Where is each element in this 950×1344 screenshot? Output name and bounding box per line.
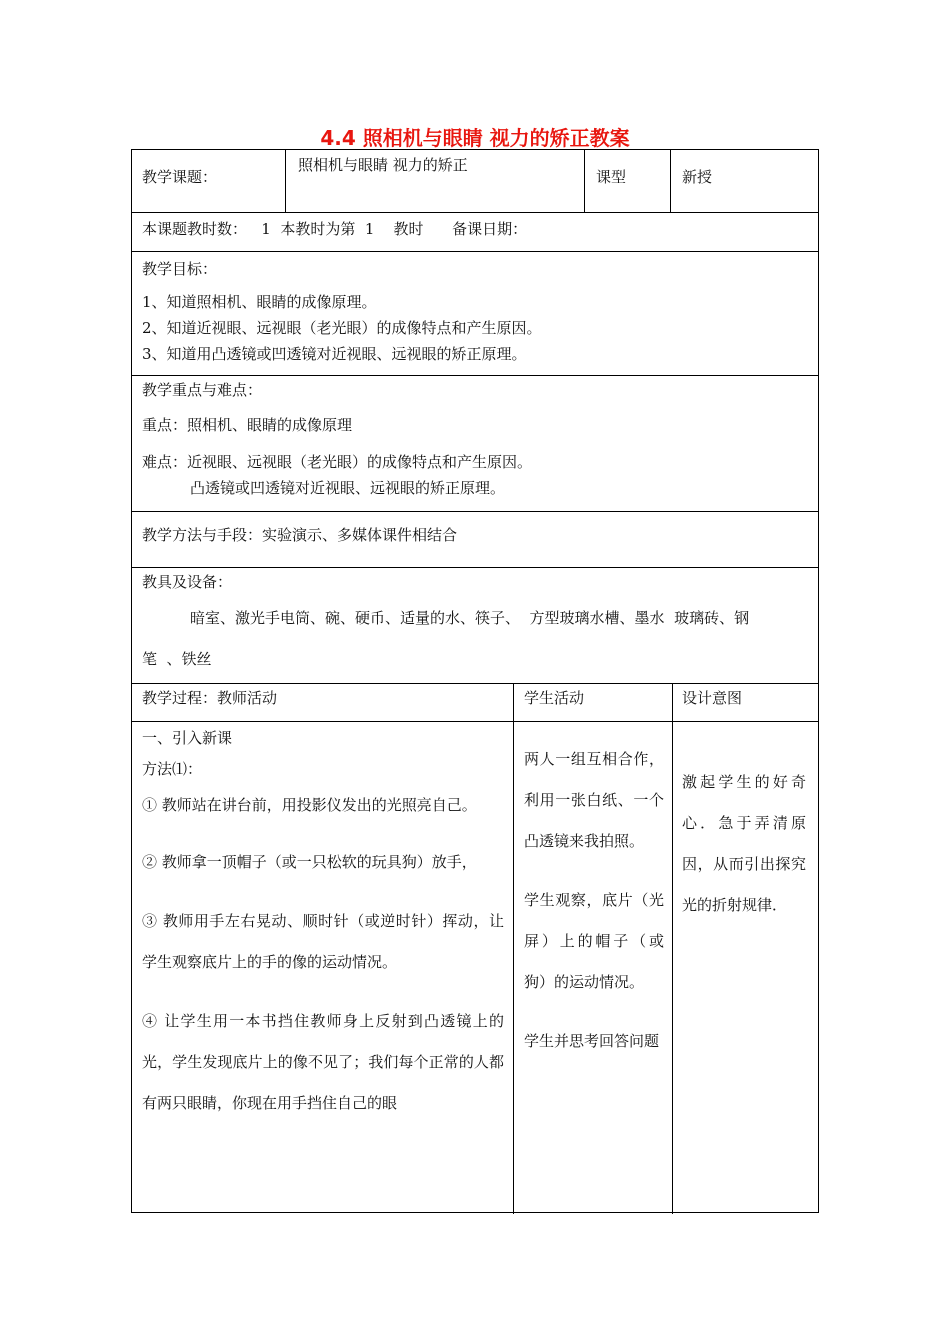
design-intent-header: 设计意图 bbox=[682, 689, 743, 707]
keypoints-heading: 教学重点与难点： bbox=[142, 381, 263, 399]
topic-value: 照相机与眼睛 视力的矫正 bbox=[298, 156, 468, 174]
objective-item: 3、知道用凸透镜或凹透镜对近视眼、远视眼的矫正原理。 bbox=[142, 345, 527, 363]
row-divider bbox=[132, 567, 818, 568]
column-divider bbox=[513, 683, 514, 1214]
row-divider bbox=[132, 511, 818, 512]
teacher-step-1: ① 教师站在讲台前，用投影仪发出的光照亮自己。 bbox=[142, 796, 477, 814]
difficulty-point: 难点：近视眼、远视眼（老光眼）的成像特点和产生原因。 bbox=[142, 453, 533, 471]
lesson-plan-table bbox=[131, 149, 819, 1213]
key-point: 重点：照相机、眼睛的成像原理 bbox=[142, 416, 353, 434]
objectives-list bbox=[142, 289, 812, 367]
column-divider bbox=[670, 150, 671, 212]
objectives-heading: 教学目标： bbox=[142, 260, 218, 278]
document-title: 4.4 照相机与眼睛 视力的矫正教案 bbox=[320, 126, 630, 150]
teacher-activity bbox=[142, 723, 504, 1124]
equipment-heading: 教具及设备： bbox=[142, 573, 233, 591]
teacher-step-4: ④ 让学生用一本书挡住教师身上反射到凸透镜上的光，学生发现底片上的像不见了；我们每个正常的人都有两只眼睛，你现在用手挡住自己的眼 bbox=[142, 1012, 504, 1112]
student-activity bbox=[524, 739, 664, 1062]
teacher-activity-header: 教学过程：教师活动 bbox=[142, 689, 278, 707]
objective-item: 1、知道照相机、眼睛的成像原理。 bbox=[142, 293, 377, 311]
student-paragraph-3: 学生并思考回答问题 bbox=[524, 1032, 660, 1050]
objective-item: 2、知道近视眼、远视眼（老光眼）的成像特点和产生原因。 bbox=[142, 319, 542, 337]
student-paragraph-1: 两人一组互相合作，利用一张白纸、一个凸透镜来我拍照。 bbox=[524, 750, 664, 850]
row-divider bbox=[132, 375, 818, 376]
row-divider bbox=[132, 683, 818, 684]
column-divider bbox=[672, 683, 673, 1214]
student-activity-header: 学生活动 bbox=[524, 689, 585, 707]
methods-line: 教学方法与手段：实验演示、多媒体课件相结合 bbox=[142, 526, 458, 544]
equipment-line-2: 笔 、铁丝 bbox=[142, 650, 212, 668]
design-paragraph: 激起学生的好奇心．急于弄清原因，从而引出探究光的折射规律． bbox=[682, 773, 806, 914]
equipment-line-1: 暗室、激光手电筒、碗、硬币、适量的水、筷子、 方型玻璃水槽、墨水 玻璃砖、钢 bbox=[190, 609, 750, 627]
difficulty-point-2: 凸透镜或凹透镜对近视眼、远视眼的矫正原理。 bbox=[190, 479, 506, 497]
topic-label: 教学课题： bbox=[142, 168, 218, 186]
type-label: 课型 bbox=[596, 168, 627, 186]
method-label: 方法⑴： bbox=[142, 760, 203, 778]
type-value: 新授 bbox=[682, 168, 713, 186]
column-divider bbox=[584, 150, 585, 212]
student-paragraph-2: 学生观察，底片（光屏）上的帽子（或狗）的运动情况。 bbox=[524, 891, 664, 991]
column-divider bbox=[285, 150, 286, 212]
hours-line: 本课题教时数： 1 本教时为第 1 教时 备课日期： bbox=[142, 220, 528, 238]
row-divider bbox=[132, 721, 818, 722]
teacher-step-3: ③ 教师用手左右晃动、顺时针（或逆时针）挥动，让学生观察底片上的手的像的运动情况。 bbox=[142, 912, 504, 971]
row-divider bbox=[132, 251, 818, 252]
teacher-step-2: ② 教师拿一顶帽子（或一只松软的玩具狗）放手， bbox=[142, 853, 477, 871]
row-divider bbox=[132, 212, 818, 213]
design-intent bbox=[682, 762, 806, 926]
section-heading: 一、引入新课 bbox=[142, 729, 233, 747]
